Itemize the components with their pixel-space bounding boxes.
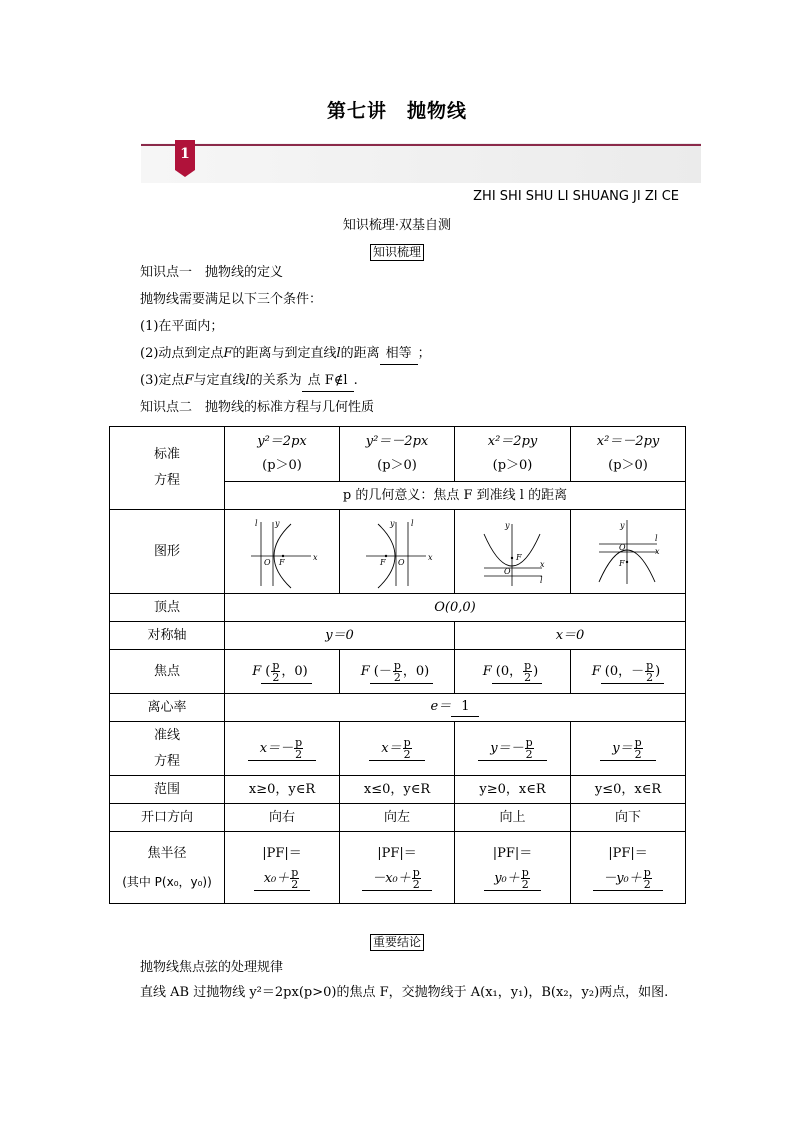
table-row — [110, 594, 686, 622]
answer-equal: 相等 — [380, 344, 418, 365]
knowledge-heading-text: 知识梳理 — [370, 244, 424, 261]
table-row — [110, 510, 686, 594]
equation-cell: x²＝2py (p＞0) — [455, 427, 571, 482]
range-cell: y≥0，x∈R — [455, 776, 571, 804]
focal-radius-cell: |PF|＝ y₀＋ $\frac{p}{2}$ — [455, 832, 571, 904]
equation-cell: x²＝－2py (p＞0) — [571, 427, 686, 482]
page-title: 第七讲 抛物线 — [326, 100, 467, 122]
conclusion-text: 直线 AB 过抛物线 y²＝2px(p>0)的焦点 F，交抛物线于 A(x₁，y₁)，B(x₂，y₂)两点，如图. — [140, 985, 669, 1000]
table-row — [110, 622, 686, 650]
focus-cell: F ( $\frac{p}{2}$ ，0) — [225, 650, 340, 694]
conclusion-heading — [0, 931, 794, 951]
pinyin-heading: ZHI SHI SHU LI SHUANG JI ZI CE — [473, 189, 679, 204]
row-label-range: 范围 — [110, 776, 225, 804]
table-row — [110, 832, 686, 904]
svg-text:x: x — [428, 552, 433, 562]
svg-text:y: y — [620, 520, 625, 530]
svg-text:x: x — [313, 552, 318, 562]
parabola-right-graph — [247, 516, 317, 588]
parabola-left-graph — [362, 516, 432, 588]
focal-radius-cell: |PF|＝ x₀＋ $\frac{p}{2}$ — [225, 832, 340, 904]
svg-text:F: F — [515, 552, 522, 562]
opening-cell: 向上 — [455, 804, 571, 832]
focal-radius-cell: |PF|＝ －x₀＋ $\frac{p}{2}$ — [340, 832, 455, 904]
table-row — [110, 776, 686, 804]
banner-divider — [141, 144, 701, 146]
subtitle: 知识梳理·双基自测 — [342, 218, 452, 233]
svg-text:F: F — [619, 558, 625, 568]
eccentricity-value: e＝ 1 — [225, 694, 686, 722]
svg-text:y: y — [390, 518, 395, 528]
graph-down-opening — [571, 510, 686, 594]
p-meaning: p 的几何意义：焦点 F 到准线 l 的距离 — [225, 482, 686, 510]
graph-right-opening — [225, 510, 340, 594]
answer-relation: 点 F∉l — [302, 371, 354, 392]
row-label-vertex: 顶点 — [110, 594, 225, 622]
equation-cell: y²＝2px (p＞0) — [225, 427, 340, 482]
row-label-graph: 图形 — [110, 510, 225, 594]
graph-up-opening — [455, 510, 571, 594]
row-label-eccentricity: 离心率 — [110, 694, 225, 722]
svg-text:O: O — [398, 557, 405, 567]
svg-text:y: y — [275, 518, 280, 528]
svg-text:F: F — [380, 557, 386, 567]
focus-cell: F (－ $\frac{p}{2}$ ，0) — [340, 650, 455, 694]
axis-value: x＝0 — [455, 622, 686, 650]
row-label-opening: 开口方向 — [110, 804, 225, 832]
range-cell: y≤0，x∈R — [571, 776, 686, 804]
kp1-condition-3: (3)定点F与定直线l的关系为 点 F∉l . — [140, 371, 358, 392]
focal-radius-cell: |PF|＝ －y₀＋ $\frac{p}{2}$ — [571, 832, 686, 904]
row-label-equation: 标准 方程 — [110, 427, 225, 510]
table-row — [110, 427, 686, 482]
svg-text:F: F — [279, 557, 285, 567]
axis-value: y＝0 — [225, 622, 455, 650]
properties-table — [109, 426, 686, 904]
row-label-directrix: 准线 方程 — [110, 722, 225, 776]
directrix-cell: x＝－ $\frac{p}{2}$ — [225, 722, 340, 776]
table-row — [110, 804, 686, 832]
row-label-axis: 对称轴 — [110, 622, 225, 650]
section-number: 1 — [180, 146, 190, 162]
svg-text:x: x — [655, 546, 660, 556]
graph-left-opening — [340, 510, 455, 594]
directrix-cell: y＝－ $\frac{p}{2}$ — [455, 722, 571, 776]
kp1-title: 知识点一 抛物线的定义 — [140, 265, 284, 280]
row-label-focal-radius: 焦半径 (其中 P(x₀，y₀)) — [110, 832, 225, 904]
range-cell: x≥0，y∈R — [225, 776, 340, 804]
kp1-condition-1: (1)在平面内； — [140, 319, 224, 334]
parabola-down-graph — [593, 516, 663, 588]
section-banner — [141, 143, 701, 183]
kp1-condition-2: (2)动点到定点F的距离与到定直线l的距离 相等 ； — [140, 344, 431, 365]
focus-cell: F (0，－ $\frac{p}{2}$ ) — [571, 650, 686, 694]
svg-text:x: x — [539, 559, 545, 569]
svg-text:l: l — [539, 575, 543, 585]
svg-text:l: l — [655, 533, 658, 543]
table-row — [110, 722, 686, 776]
conclusion-title: 抛物线焦点弦的处理规律 — [140, 960, 284, 975]
directrix-cell: y＝ $\frac{p}{2}$ — [571, 722, 686, 776]
kp2-title: 知识点二 抛物线的标准方程与几何性质 — [140, 400, 375, 415]
svg-text:l: l — [411, 518, 414, 528]
svg-text:O: O — [503, 566, 511, 576]
table-row — [110, 650, 686, 694]
knowledge-heading — [0, 241, 794, 261]
row-label-focus: 焦点 — [110, 650, 225, 694]
svg-text:y: y — [504, 520, 510, 530]
opening-cell: 向右 — [225, 804, 340, 832]
parabola-up-graph — [478, 516, 548, 588]
svg-text:l: l — [255, 518, 258, 528]
conclusion-heading-text: 重要结论 — [370, 934, 424, 951]
directrix-cell: x＝ $\frac{p}{2}$ — [340, 722, 455, 776]
vertex-value: O(0,0) — [225, 594, 686, 622]
svg-text:O: O — [264, 557, 271, 567]
focus-cell: F (0， $\frac{p}{2}$ ) — [455, 650, 571, 694]
opening-cell: 向下 — [571, 804, 686, 832]
kp1-intro: 抛物线需要满足以下三个条件： — [140, 292, 323, 307]
opening-cell: 向左 — [340, 804, 455, 832]
svg-text:O: O — [619, 542, 626, 552]
section-number-tag — [175, 140, 195, 178]
table-row — [110, 694, 686, 722]
equation-cell: y²＝－2px (p＞0) — [340, 427, 455, 482]
range-cell: x≤0，y∈R — [340, 776, 455, 804]
